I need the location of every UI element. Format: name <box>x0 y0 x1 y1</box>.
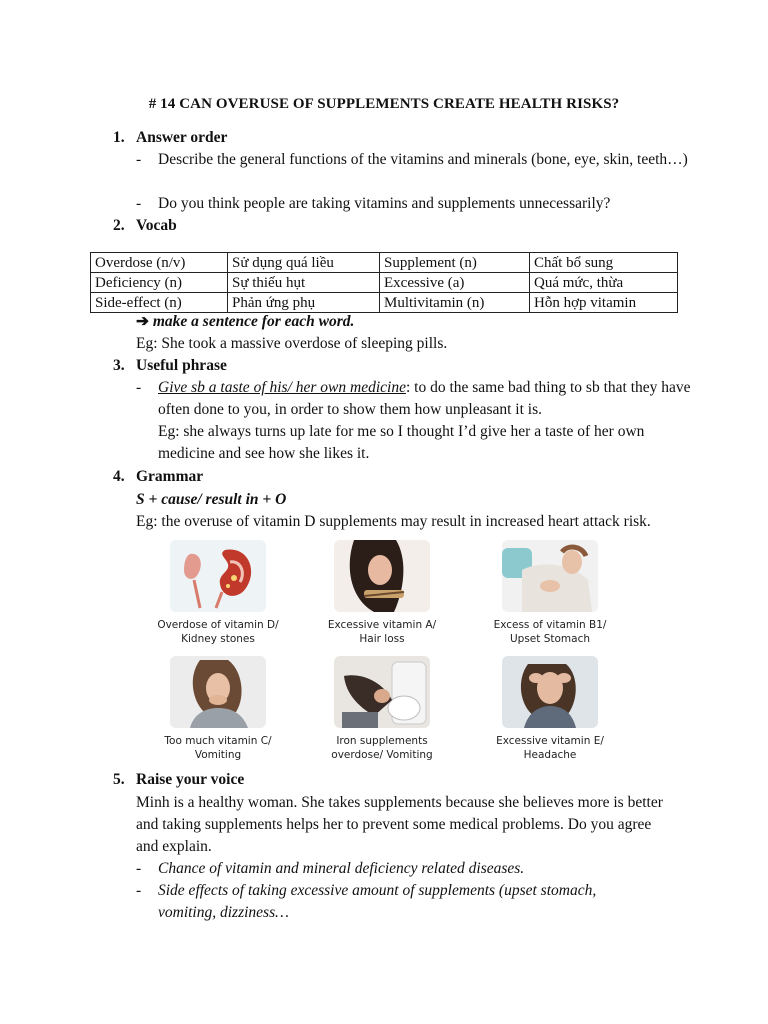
section-label: Grammar <box>136 468 204 485</box>
picture-kidney-stones <box>148 540 288 646</box>
vocab-cell: Phản ứng phụ <box>228 293 380 313</box>
vocab-row <box>91 253 678 273</box>
picture-grid <box>148 540 628 770</box>
section-number: 4. <box>113 468 125 485</box>
vocab-cell: Multivitamin (n) <box>380 293 530 313</box>
section-label: Answer order <box>136 129 228 146</box>
picture-hair-loss <box>312 540 452 646</box>
picture-headache <box>480 656 620 762</box>
bullet-dash: - <box>136 860 142 877</box>
section-number: 5. <box>113 771 125 788</box>
vocab-example: Eg: She took a massive overdose of sleeping pills. <box>136 335 448 352</box>
picture-caption <box>148 734 288 762</box>
caption-line: Overdose of vitamin D/ <box>157 619 279 631</box>
caption-line: Kidney stones <box>181 633 255 645</box>
picture-caption <box>312 618 452 646</box>
raise-voice-item <box>136 880 636 924</box>
bullet-dash: - <box>136 195 142 212</box>
section-useful-phrase-heading <box>113 355 227 377</box>
vocab-cell: Hỗn hợp vitamin <box>530 293 678 313</box>
upset-stomach-photo-image <box>502 540 598 612</box>
section-label: Useful phrase <box>136 357 227 374</box>
caption-line: Vomiting <box>194 749 242 761</box>
answer-order-item <box>136 149 696 171</box>
caption-line: Excess of vitamin B1/ <box>493 619 607 631</box>
answer-order-item <box>136 193 696 215</box>
caption-line: Upset Stomach <box>509 633 591 645</box>
caption-line: Excessive vitamin A/ <box>327 619 437 631</box>
hair-loss-photo-image <box>334 540 430 612</box>
caption-line: Iron supplements <box>336 735 428 747</box>
instruction-text: make a sentence for each word. <box>152 313 355 330</box>
vocab-cell: Sự thiếu hụt <box>228 273 380 293</box>
caption-line: Headache <box>523 749 577 761</box>
picture-caption <box>480 618 620 646</box>
raise-voice-bullet-text: Chance of vitamin and mineral deficiency related diseases. <box>158 860 525 877</box>
raise-voice-bullet-text: Side effects of taking excessive amount of supplements (upset stomach, vomiting, dizziness… <box>158 882 597 921</box>
iron-overdose-photo-image <box>334 656 430 728</box>
picture-vomiting-c <box>148 656 288 762</box>
vocab-row <box>91 273 678 293</box>
vocab-cell: Excessive (a) <box>380 273 530 293</box>
section-grammar-heading <box>113 466 203 488</box>
kidney-illustration-image <box>170 540 266 612</box>
raise-voice-item <box>136 858 696 880</box>
section-label: Raise your voice <box>136 771 245 788</box>
phrase-text: Give sb a taste of his/ her own medicine <box>158 379 406 396</box>
bullet-dash: - <box>136 151 142 168</box>
raise-voice-prompt: Minh is a healthy woman. She takes supplements because she believes more is better and taking supplements helps her to prevent some medical problems. Do you agree and explain. <box>136 794 663 855</box>
vocab-cell: Side-effect (n) <box>91 293 228 313</box>
answer-order-text: Do you think people are taking vitamins and supplements unnecessarily? <box>158 195 611 212</box>
section-number: 3. <box>113 357 125 374</box>
vocab-instruction <box>136 311 696 333</box>
phrase-line <box>158 377 696 421</box>
section-number: 1. <box>113 129 125 146</box>
vocab-cell: Quá mức, thừa <box>530 273 678 293</box>
picture-caption <box>148 618 288 646</box>
grammar-structure: S + cause/ result in + O <box>136 491 287 508</box>
answer-order-text: Describe the general functions of the vitamins and minerals (bone, eye, skin, teeth…) <box>158 151 688 168</box>
caption-line: overdose/ Vomiting <box>331 749 433 761</box>
picture-iron-overdose <box>312 656 452 762</box>
grammar-example: Eg: the overuse of vitamin D supplements may result in increased heart attack risk. <box>136 513 651 530</box>
caption-line: Hair loss <box>359 633 405 645</box>
page-title: # 14 CAN OVERUSE OF SUPPLEMENTS CREATE HEALTH RISKS? <box>148 96 620 112</box>
section-answer-order-heading <box>113 127 227 149</box>
useful-phrase-item <box>136 377 696 465</box>
section-number: 2. <box>113 217 125 234</box>
vocab-cell: Sử dụng quá liều <box>228 253 380 273</box>
section-label: Vocab <box>136 217 177 234</box>
picture-caption <box>480 734 620 762</box>
caption-line: Too much vitamin C/ <box>164 735 272 747</box>
vocab-cell: Deficiency (n) <box>91 273 228 293</box>
picture-upset-stomach <box>480 540 620 646</box>
arrow-icon: ➔ <box>136 313 149 330</box>
caption-line: Excessive vitamin E/ <box>496 735 604 747</box>
bullet-dash: - <box>136 379 142 396</box>
vomiting-photo-image <box>170 656 266 728</box>
vocab-cell: Supplement (n) <box>380 253 530 273</box>
phrase-definition: : to do the same bad thing to sb that they have often done to you, in order to show them how unpleasant it is. <box>158 379 691 418</box>
vocab-cell: Chất bổ sung <box>530 253 678 273</box>
vocab-table <box>90 252 678 313</box>
vocab-cell: Overdose (n/v) <box>91 253 228 273</box>
bullet-dash: - <box>136 882 142 899</box>
picture-caption <box>312 734 452 762</box>
section-raise-voice-heading <box>113 769 244 791</box>
section-vocab-heading <box>113 215 177 237</box>
vocab-row <box>91 293 678 313</box>
phrase-example: Eg: she always turns up late for me so I thought I’d give her a taste of her own medicine and see how she likes it. <box>158 423 645 462</box>
headache-photo-image <box>502 656 598 728</box>
